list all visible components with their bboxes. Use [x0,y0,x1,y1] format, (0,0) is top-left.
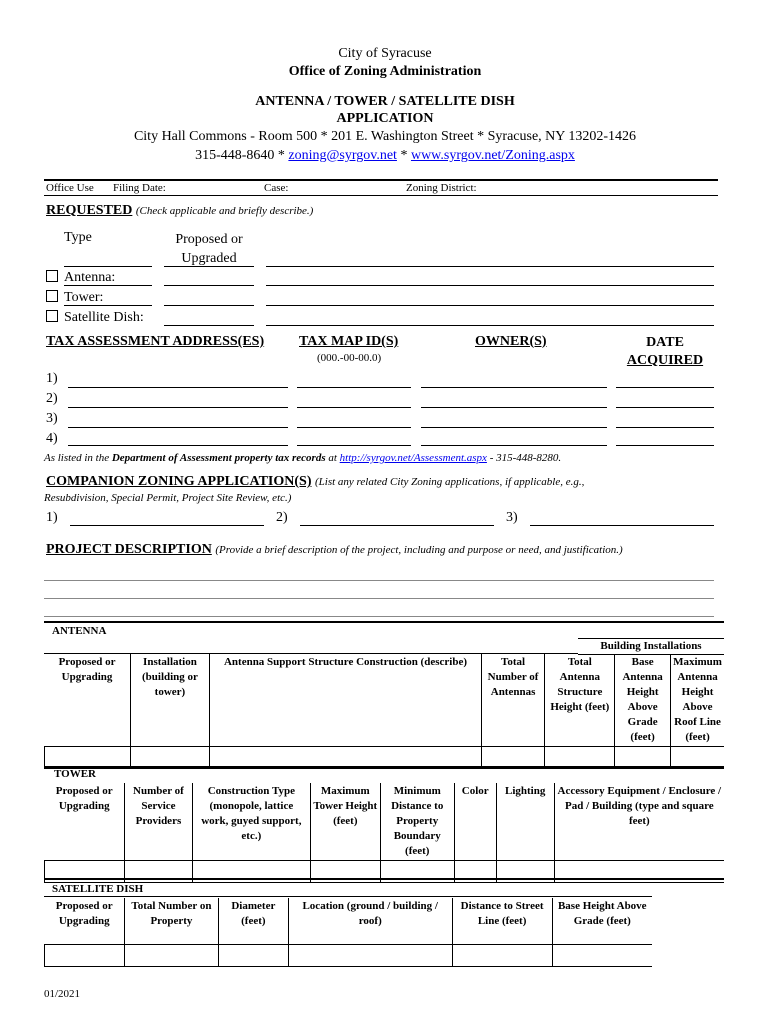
zoning-district-label: Zoning District: [406,182,477,194]
proposed-column-header: Proposed or Upgraded [175,232,243,266]
tower-col-lighting: Lighting [496,783,554,861]
tower-table [44,783,724,883]
date-acquired-header: DATE ACQUIRED [626,335,704,368]
satellite-col-base-height: Base Height Above Grade (feet) [552,898,652,944]
tower-col-min-distance: Minimum Distance to Property Boundary (feet) [380,783,454,861]
antenna-col-max-height: Maximum Antenna Height Above Roof Line (feet) [671,654,724,747]
tax-map-format: (000.-00-00.0) [317,352,382,364]
form-version: 01/2021 [44,988,81,1000]
case-label: Case: [264,182,289,194]
antenna-col-base-height: Base Antenna Height Above Grade (feet) [615,654,671,747]
tax-map-header: TAX MAP ID(S) [299,334,399,349]
office-address: City Hall Commons - Room 500 * 201 E. Washington Street * Syracuse, NY 13202-1426 [133,129,637,144]
email-link[interactable]: zoning@syrgov.net [288,148,397,163]
tower-col-proposed: Proposed or Upgrading [55,785,113,812]
requested-note: (Check applicable and briefly describe.) [135,205,314,217]
project-note: (Provide a brief description of the project, including and purpose or need, and justification.) [215,544,623,556]
tower-checkbox[interactable] [46,290,58,302]
companion-item-3: 3) [506,510,518,525]
filing-date-label: Filing Date: [113,182,166,194]
office-name: Office of Zoning Administration [288,64,482,79]
contact-line [0,148,770,164]
requested-section [46,203,313,219]
companion-item-1: 1) [46,510,58,525]
tower-col-accessory: Accessory Equipment / Enclosure / Pad / Building (type and square feet) [554,783,724,861]
companion-item-2: 2) [276,510,288,525]
tower-col-max-height: Maximum Tower Height (feet) [310,783,380,861]
phone: 315-448-8640 * [195,148,285,163]
city-name: City of Syracuse [338,46,432,61]
form-title-line2: APPLICATION [336,111,434,126]
antenna-col-structure-height: Total Antenna Structure Height (feet) [545,654,615,747]
satellite-checkbox[interactable] [46,310,58,322]
office-use-label: Office Use [46,182,94,194]
antenna-col-support: Antenna Support Structure Construction (describe) [210,654,481,747]
companion-heading: COMPANION ZONING APPLICATION(S) [46,474,312,489]
antenna-col-number: Total Number of Antennas [481,654,545,747]
antenna-col-proposed: Proposed or Upgrading [58,656,116,683]
satellite-entry-row[interactable] [45,944,653,966]
companion-section [46,474,584,490]
tower-type-row[interactable]: Tower: [46,288,144,308]
project-heading: PROJECT DESCRIPTION [46,542,212,557]
antenna-col-installation: Installation (building or tower) [130,654,210,747]
building-installations-label: Building Installations [600,640,702,652]
antenna-heading: ANTENNA [52,625,107,637]
type-column-header: Type [64,230,92,245]
satellite-table [44,898,652,967]
satellite-col-location: Location (ground / building / roof) [288,898,452,944]
project-section [46,542,623,558]
satellite-col-diameter: Diameter (feet) [218,898,288,944]
assessment-link[interactable]: http://syrgov.net/Assessment.aspx [339,452,487,464]
tower-col-construction: Construction Type (monopole, lattice work, guyed support, etc.) [192,783,310,861]
form-title-line1: ANTENNA / TOWER / SATELLITE DISH [255,94,515,109]
tax-records-note: As listed in the Department of Assessment property tax records at http://syrgov.net/Assessment.aspx - 315-448-8280. [44,452,562,464]
antenna-type-row[interactable]: Antenna: [46,268,144,288]
tax-row-numbers: 1) 2) 3) 4) [46,371,58,446]
website-link[interactable]: www.syrgov.net/Zoning.aspx [410,148,575,163]
tower-col-color: Color [454,783,496,861]
satellite-heading: SATELLITE DISH [52,883,144,895]
antenna-checkbox[interactable] [46,270,58,282]
tax-address-header: TAX ASSESSMENT ADDRESS(ES) [46,334,265,349]
requested-heading: REQUESTED [46,203,133,218]
satellite-type-row[interactable]: Satellite Dish: [46,308,144,328]
companion-note: (List any related City Zoning applications, if applicable, e.g., [315,476,585,488]
antenna-table [44,654,724,769]
separator: * [400,148,408,163]
satellite-col-proposed: Proposed or Upgrading [55,900,113,927]
satellite-col-distance: Distance to Street Line (feet) [452,898,552,944]
tower-heading: TOWER [54,768,96,780]
owner-header: OWNER(S) [475,334,547,349]
satellite-col-number: Total Number on Property [124,898,218,944]
companion-note-2: Resubdivision, Special Permit, Project Site Review, etc.) [44,492,292,504]
tower-col-providers: Number of Service Providers [124,783,192,861]
